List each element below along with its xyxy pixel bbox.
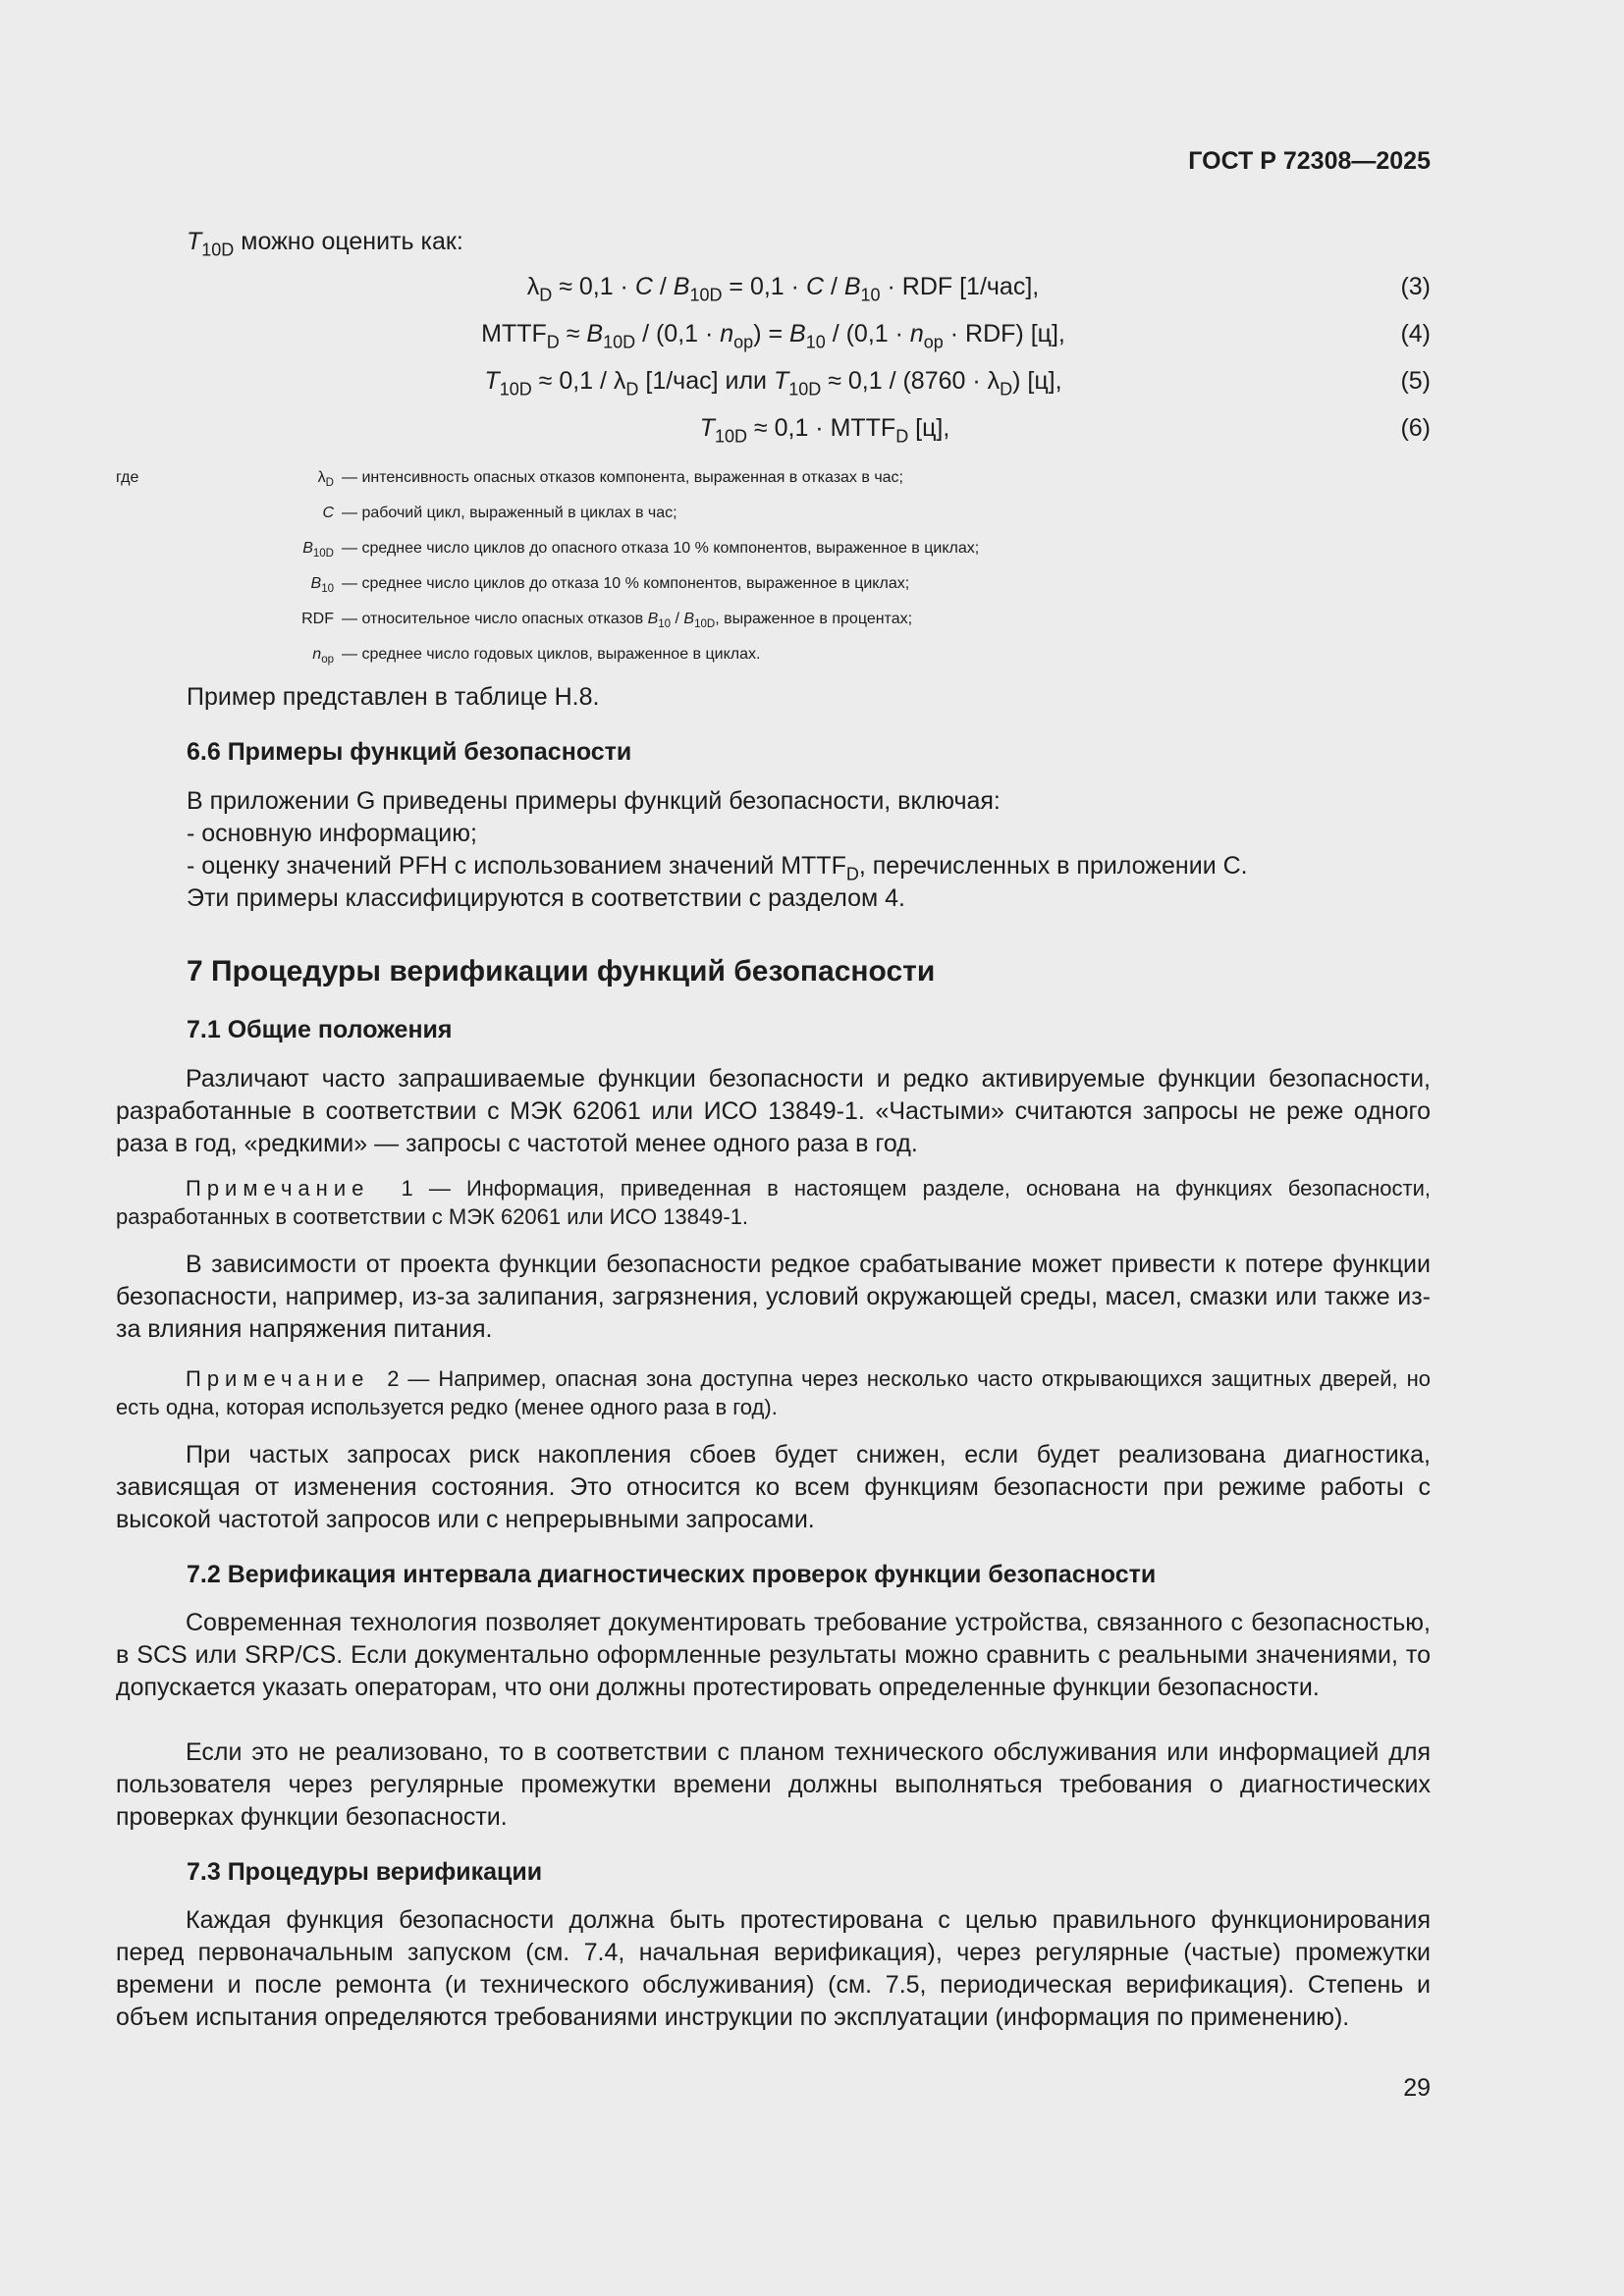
equation-5-formula: $T_{10D} \approx 0,1 / \lambda_D$ [1/час] или $T_{10D} \approx 0,1 / (8760 \cdot \lambda_D)$ [ц],	[484, 367, 1062, 400]
document-code: ГОСТ Р 72308—2025	[1188, 147, 1431, 175]
definition-rdf: RDF — относительное число опасных отказов $B_{10} / B_{10D}$, выраженное в процентах;	[116, 611, 1392, 644]
section-6-6-heading: 6.6 Примеры функций безопасности	[187, 738, 632, 766]
s71-paragraph-3: При частых запросах риск накопления сбоев будет снижен, если будет реализована диагностика, зависящая от изменения состояния. Это относится ко всем функциям безопасности при режиме работы с высокой частотой запросов или с непрерывными запросами.	[116, 1441, 1431, 1533]
intro-line: $T_{10D}$ можно оценить как:	[187, 228, 463, 260]
definition-b10d: $B_{10D}$ — среднее число циклов до опасного отказа 10 % компонентов, выраженное в циклах;	[116, 540, 1392, 573]
symbol-c: C	[322, 505, 334, 521]
section-7-3-heading: 7.3 Процедуры верификации	[187, 1858, 543, 1886]
equation-5	[116, 367, 1431, 400]
s71-paragraph-1: Различают часто запрашиваемые функции безопасности и редко активируемые функции безопасности, разработанные в соответствии с МЭК 62061 или ИСО 13849-1. «Частыми» считаются запросы не реже одного раза в год, «редкими» — запросы с частотой менее одного раза в год.	[116, 1065, 1431, 1157]
symbol-nop: $n_{ор}$	[312, 646, 334, 667]
example-reference: Пример представлен в таблице Н.8.	[187, 683, 600, 711]
s73-paragraph-1: Каждая функция безопасности должна быть протестирована с целью правильного функционирования перед первоначальным запуском (см. 7.4, начальная верификация), через регулярные (частые) промежутки времени и после ремонта (и технического обслуживания) (см. 7.5, периодическая верификация). Степень и объем испытания определяются требованиями инструкции по эксплуатации (информация по применению).	[116, 1906, 1431, 2031]
equation-3-formula: $\lambda_D \approx 0,1 \cdot C / B_{10D} = 0,1 \cdot C / B_{10}$ · RDF [1/час],	[526, 273, 1040, 305]
definition-nop: $n_{ор}$ — среднее число годовых циклов, выраженное в циклах.	[116, 646, 1392, 679]
definition-c: C — рабочий цикл, выраженный в циклах в час;	[116, 505, 1392, 538]
symbol-lambda-d: $\lambda_D$	[317, 469, 334, 490]
section-7-1-heading: 7.1 Общие положения	[187, 1016, 453, 1043]
definitions-where: где	[116, 469, 139, 486]
symbol-b10: $B_{10}$	[310, 575, 334, 596]
s71-paragraph-2: В зависимости от проекта функции безопасности редкое срабатывание может привести к потере функции безопасности, например, из-за залипания, загрязнения, условий окружающей среды, масел, смазки или также из-за влияния напряжения питания.	[116, 1251, 1431, 1343]
s72-paragraph-1: Современная технология позволяет документировать требование устройства, связанного с безопасностью, в SCS или SRP/CS. Если документально оформленные результаты можно сравнить с реальными значениями, то допускается указать операторам, что они должны протестировать определенные функции безопасности.	[116, 1609, 1431, 1701]
equation-5-number: (5)	[1400, 367, 1431, 395]
s66-line-3: - оценку значений PFH с использованием значений $MTTF_D$, перечисленных в приложении С.	[187, 852, 1248, 884]
s66-line-2: - основную информацию;	[187, 820, 477, 847]
s72-paragraph-2: Если это не реализовано, то в соответствии с планом технического обслуживания или информацией для пользователя через регулярные промежутки времени должны выполняться требования о диагностических проверках функции безопасности.	[116, 1738, 1431, 1831]
equation-6-number: (6)	[1400, 414, 1431, 442]
equation-3-number: (3)	[1400, 273, 1431, 300]
s66-line-4: Эти примеры классифицируются в соответствии с разделом 4.	[187, 884, 905, 912]
definition-b10: $B_{10}$ — среднее число циклов до отказа 10 % компонентов, выраженное в циклах;	[116, 575, 1392, 609]
equation-4	[116, 320, 1431, 353]
symbol-b10d: $B_{10D}$	[302, 540, 334, 561]
note-1: Примечание 1 — Информация, приведенная в настоящем разделе, основана на функциях безопасности, разработанных в соответствии с МЭК 62061 или ИСО 13849-1.	[116, 1176, 1431, 1229]
equation-3	[116, 273, 1431, 306]
s66-line-1: В приложении G приведены примеры функций безопасности, включая:	[187, 787, 1001, 815]
equation-6-formula: $T_{10D} \approx 0,1$ · $MTTF_D$ [ц],	[699, 414, 950, 447]
note-2: Примечание 2 — Например, опасная зона доступна через несколько часто открывающихся защитных дверей, но есть одна, которая используется редко (менее одного раза в год).	[116, 1366, 1431, 1419]
equation-4-number: (4)	[1400, 320, 1431, 347]
equation-4-formula: $MTTF_D \approx B_{10D} / (0,1 \cdot n_{ор}) = B_{10} / (0,1 \cdot n_{ор} \cdot RDF)$ [ц],	[481, 320, 1065, 352]
section-7-2-heading: 7.2 Верификация интервала диагностических проверок функции безопасности	[187, 1561, 1157, 1588]
definition-lambda-d: $\lambda_D$ — интенсивность опасных отказов компонента, выраженная в отказах в час;	[116, 469, 1392, 503]
equation-6	[116, 414, 1431, 448]
symbol-rdf: RDF	[301, 611, 334, 627]
section-7-heading: 7 Процедуры верификации функций безопасности	[187, 955, 936, 988]
page-number: 29	[1403, 2074, 1431, 2102]
